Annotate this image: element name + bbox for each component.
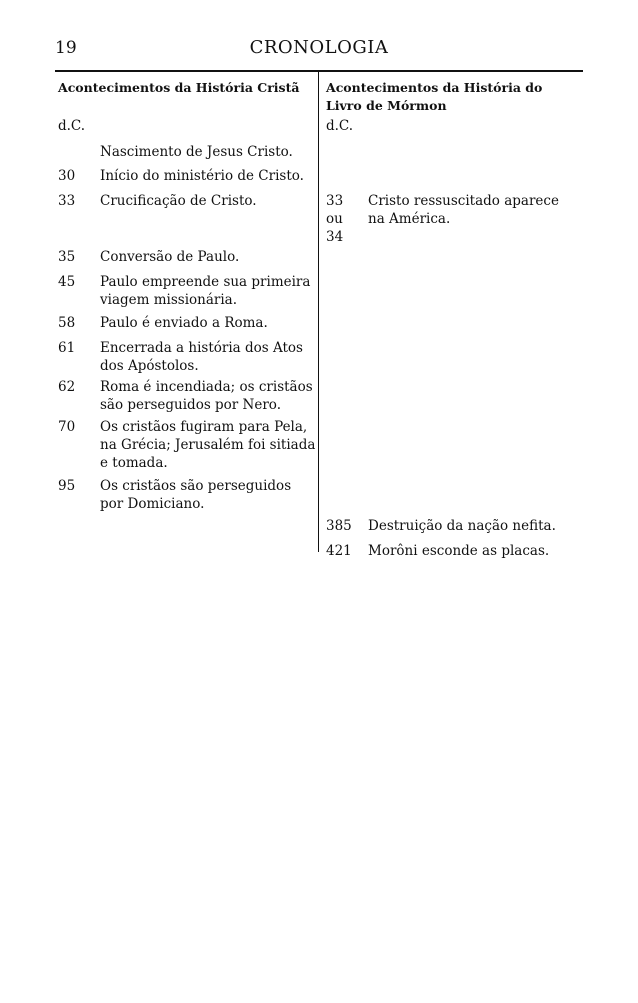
- entry-text: Conversão de Paulo.: [100, 249, 240, 265]
- entry-year: 33 ou 34: [326, 193, 344, 245]
- column-divider: [318, 72, 319, 552]
- entry-text: Paulo empreende sua primeira viagem missionária.: [100, 274, 311, 308]
- entry-text: Nascimento de Jesus Cristo.: [100, 144, 293, 160]
- page-number: 19: [55, 38, 77, 58]
- left-era-label: d.C.: [58, 118, 86, 134]
- entry-text: Destruição da nação nefita.: [368, 518, 556, 534]
- entry-year: 95: [58, 478, 76, 494]
- header-rule: [55, 70, 583, 72]
- right-column-heading: Acontecimentos da História do Livro de Mórmon: [326, 80, 543, 113]
- entry-year: 35: [58, 249, 76, 265]
- entry-year: 61: [58, 340, 76, 356]
- entry-text: Roma é incendiada; os cristãos são perseguidos por Nero.: [100, 379, 313, 413]
- entry-text: Os cristãos fugiram para Pela, na Grécia; Jerusalém foi sitiada e tomada.: [100, 419, 316, 471]
- right-era-label: d.C.: [326, 118, 354, 134]
- page-title: CRONOLOGIA: [249, 37, 389, 58]
- left-column-heading: Acontecimentos da História Cristã: [58, 80, 300, 95]
- entry-text: Encerrada a história dos Atos dos Apóstolos.: [100, 340, 303, 374]
- entry-year: 421: [326, 543, 352, 559]
- entry-year: 45: [58, 274, 76, 290]
- entry-year: 385: [326, 518, 352, 534]
- entry-text: Cristo ressuscitado aparece na América.: [368, 193, 559, 227]
- entry-text: Os cristãos são perseguidos por Domiciano.: [100, 478, 292, 512]
- entry-year: 30: [58, 168, 76, 184]
- entry-text: Início do ministério de Cristo.: [100, 168, 304, 184]
- entry-year: 62: [58, 379, 76, 395]
- entry-year: 33: [58, 193, 76, 209]
- entry-text: Crucificação de Cristo.: [100, 193, 257, 209]
- entry-year: 58: [58, 315, 76, 331]
- entry-text: Paulo é enviado a Roma.: [100, 315, 268, 331]
- entry-year: 70: [58, 419, 76, 435]
- entry-text: Morôni esconde as placas.: [368, 543, 550, 559]
